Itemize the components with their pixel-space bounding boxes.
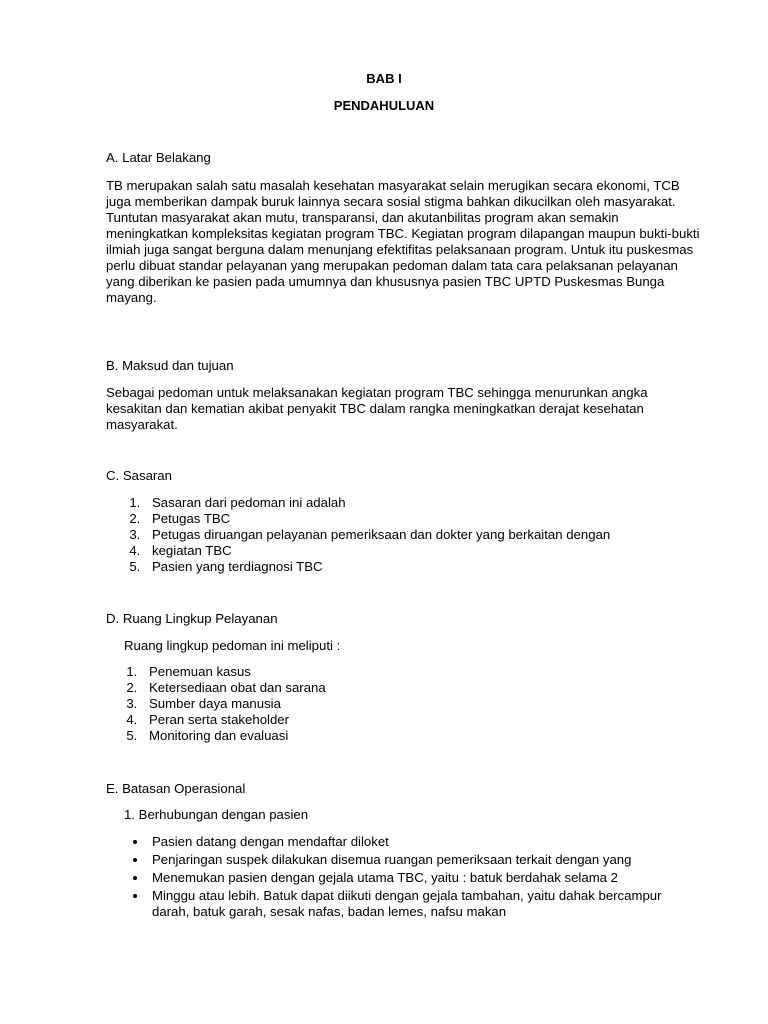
section-a-paragraph: TB merupakan salah satu masalah kesehatan masyarakat selain merugikan secara ekonomi, TCB juga memberikan dampak buruk lainnya secara sosial stigma bahkan dikucilkan oleh masyarakat. Tuntutan masyarakat akan mutu, transparansi, dan akutanbilitas program akan semakin meningkatkan kompleksitas kegiatan program TBC. Kegiatan program dilapangan maupun bukti-bukti ilmiah juga sangat berguna dalam menunjang efektifitas pelaksanaan program. Untuk itu puskesmas perlu dibuat standar pelayanan yang merupakan pedoman dalam tata cara pelaksanan pelayanan yang diberikan ke pasien pada umumnya dan khususnya pasien TBC UPTD Puskesmas Bunga mayang.: [106, 178, 700, 305]
list-item: 5. Monitoring dan evaluasi: [141, 728, 721, 744]
section-e-heading: E. Batasan Operasional: [106, 781, 246, 796]
section-d-list: [141, 664, 721, 744]
bullet-item: • Pasien datang dengan mendaftar diloket: [148, 834, 694, 850]
bullet-item: • Minggu atau lebih. Batuk dapat diikuti dengan gejala tambahan, yaitu dahak bercampur darah, batuk garah, sesak nafas, badan lemes, nafsu makan: [148, 888, 694, 920]
list-item: 1. Penemuan kasus: [141, 664, 721, 680]
list-item: 3. Sumber daya manusia: [141, 696, 721, 712]
section-d-heading: D. Ruang Lingkup Pelayanan: [106, 611, 278, 626]
section-c-heading: C. Sasaran: [106, 468, 172, 483]
chapter-title: BAB I: [366, 71, 402, 86]
section-c-list: [144, 495, 724, 575]
section-e-bullets: [148, 834, 694, 922]
section-b-heading: B. Maksud dan tujuan: [106, 358, 234, 373]
section-e-subheading: 1. Berhubungan dengan pasien: [124, 807, 309, 822]
section-a-heading: A. Latar Belakang: [106, 150, 211, 165]
list-item: 2. Ketersediaan obat dan sarana: [141, 680, 721, 696]
list-item: 4. kegiatan TBC: [144, 543, 724, 559]
list-item: 3. Petugas diruangan pelayanan pemeriksaan dan dokter yang berkaitan dengan: [144, 527, 724, 543]
bullet-item: • Menemukan pasien dengan gejala utama TBC, yaitu : batuk berdahak selama 2: [148, 870, 694, 886]
section-d-intro: Ruang lingkup pedoman ini meliputi :: [124, 638, 341, 653]
list-item: 4. Peran serta stakeholder: [141, 712, 721, 728]
list-item: 5. Pasien yang terdiagnosi TBC: [144, 559, 724, 575]
bullet-item: • Penjaringan suspek dilakukan disemua ruangan pemeriksaan terkait dengan yang: [148, 852, 694, 868]
chapter-subtitle: PENDAHULUAN: [333, 98, 435, 113]
list-item: 2. Petugas TBC: [144, 511, 724, 527]
section-b-paragraph: Sebagai pedoman untuk melaksanakan kegiatan program TBC sehingga menurunkan angka kesakitan dan kematian akibat penyakit TBC dalam rangka meningkatkan derajat kesehatan masyarakat.: [106, 385, 648, 432]
list-item: 1. Sasaran dari pedoman ini adalah: [144, 495, 724, 511]
